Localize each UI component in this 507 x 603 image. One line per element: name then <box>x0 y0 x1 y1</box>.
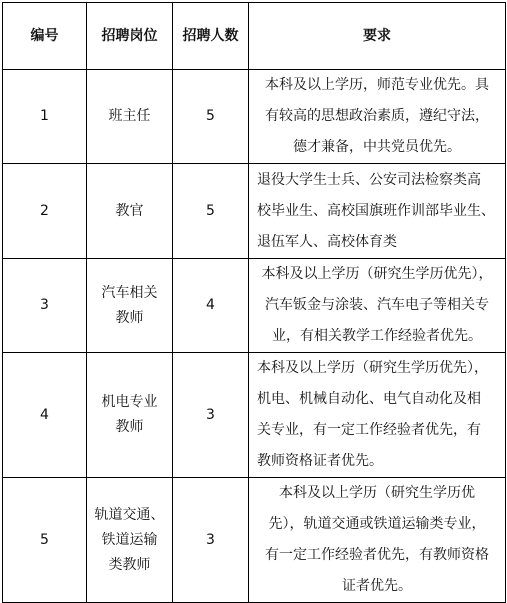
cell-position <box>87 70 173 164</box>
requirement-line: 德才兼备，中共党员优先。 <box>293 139 461 155</box>
cell-position <box>87 478 173 603</box>
cell-requirement <box>249 70 506 164</box>
requirement-line: 教师资格证者优先。 <box>257 453 383 469</box>
cell-position <box>87 259 173 353</box>
position-line: 铁道运输 <box>101 531 158 548</box>
requirement-line: 本科及以上学历（研究生学历优先）， <box>257 360 488 376</box>
position-line: 教师 <box>115 419 144 435</box>
requirement-line: 本科及以上学历（研究生学历优 <box>279 485 475 501</box>
cell-requirement <box>249 478 506 603</box>
cell-position <box>87 353 173 478</box>
requirement-line: 证者优先。 <box>342 578 412 594</box>
header-requirement: 要求 <box>249 3 506 70</box>
table-row <box>3 478 506 603</box>
cell-requirement <box>249 164 506 259</box>
position-line: 机电专业 <box>101 394 158 410</box>
requirement-line: 本科及以上学历（研究生学历优先）， <box>261 266 493 282</box>
cell-number: 5 <box>3 478 87 603</box>
requirement-line: 关专业，有一定工作经验者优先，有 <box>257 422 481 438</box>
requirement-line: 汽车钣金与涂装、汽车电子等相关专 <box>265 297 489 313</box>
requirement-line: 先），轨道交通或铁道运输类专业， <box>268 516 486 532</box>
cell-count: 4 <box>173 259 249 353</box>
requirement-line: 校毕业生、高校国旗班作训部毕业生、 <box>257 202 495 219</box>
position-line: 教师 <box>115 309 144 326</box>
header-position: 招聘岗位 <box>87 3 173 70</box>
table-row <box>3 353 506 478</box>
cell-position <box>87 164 173 259</box>
position-line: 类教师 <box>108 556 151 573</box>
recruitment-table-wrapper <box>2 2 505 603</box>
header-count: 招聘人数 <box>173 3 249 70</box>
requirement-line: 业，有相关教学工作经验者优先。 <box>272 328 482 344</box>
cell-count: 5 <box>173 70 249 164</box>
position-line: 汽车相关 <box>101 284 158 301</box>
position-line: 教官 <box>115 202 144 219</box>
table-row <box>3 259 506 353</box>
cell-count: 5 <box>173 164 249 259</box>
cell-count: 3 <box>173 478 249 603</box>
cell-number: 3 <box>3 259 87 353</box>
header-number: 编号 <box>3 3 87 70</box>
cell-count: 3 <box>173 353 249 478</box>
requirement-line: 机电、机械自动化、电气自动化及相 <box>257 391 481 407</box>
table-row <box>3 164 506 259</box>
recruitment-table <box>2 2 506 603</box>
requirement-line: 退役大学生士兵、公安司法检察类高 <box>257 171 481 188</box>
table-row <box>3 70 506 164</box>
position-line: 轨道交通、 <box>94 506 165 523</box>
cell-number: 4 <box>3 353 87 478</box>
cell-requirement <box>249 259 506 353</box>
requirement-line: 有一定工作经验者优先，有教师资格 <box>265 547 489 563</box>
requirement-line: 有较高的思想政治素质，遵纪守法， <box>265 108 489 124</box>
cell-number: 2 <box>3 164 87 259</box>
requirement-line: 本科及以上学历，师范专业优先。具 <box>265 77 489 93</box>
table-header-row <box>3 3 506 70</box>
cell-number: 1 <box>3 70 87 164</box>
position-line: 班主任 <box>108 108 151 124</box>
cell-requirement <box>249 353 506 478</box>
requirement-line: 退伍军人、高校体育类 <box>257 233 397 250</box>
